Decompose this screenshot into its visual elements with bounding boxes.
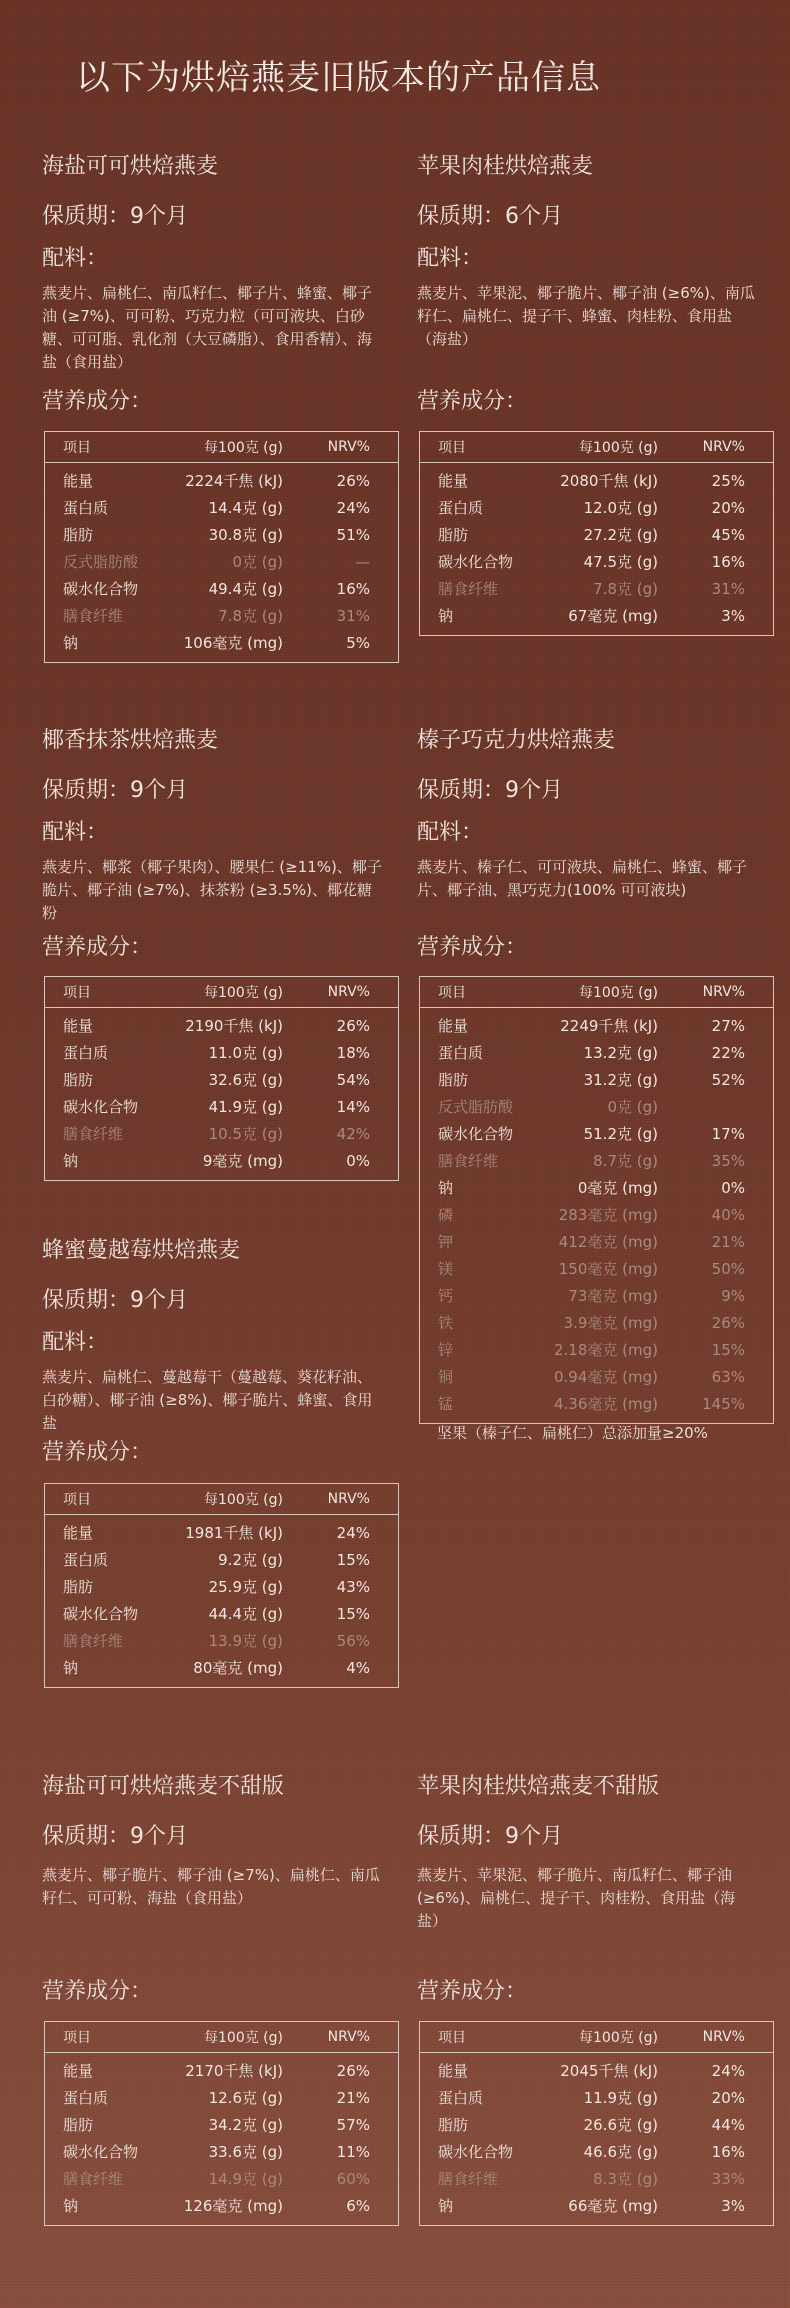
nutrient-name: 蛋白质 <box>438 2089 484 2107</box>
nutrient-value: 13.9克 (g) <box>208 1632 283 1650</box>
nutrition-row <box>420 602 774 636</box>
nutrition-row <box>420 1282 774 1309</box>
product-name: 海盐可可烘焙燕麦 <box>42 154 219 179</box>
nutrition-row <box>45 1066 399 1093</box>
nutrition-header-row <box>45 432 399 463</box>
nutrient-name: 能量 <box>63 1524 94 1542</box>
product-name: 椰香抹茶烘焙燕麦 <box>42 728 219 753</box>
nutrition-table <box>44 2021 399 2226</box>
nutrition-header-cell: 每100克 (g) <box>175 2022 283 2053</box>
nutrition-table <box>44 1483 399 1688</box>
nutrition-header-row <box>420 977 774 1008</box>
nutrient-nrv: 50% <box>711 1259 745 1278</box>
nutrition-header-cell: 项目 <box>420 977 551 1008</box>
nutrient-nrv: 54% <box>336 1070 370 1089</box>
nutrient-value: 1981千焦 (kJ) <box>185 1524 283 1542</box>
nutrient-name: 蛋白质 <box>63 1044 109 1062</box>
nutrient-value: 31.2克 (g) <box>583 1071 658 1089</box>
nutrient-name: 能量 <box>438 2062 469 2080</box>
nutrient-name: 钠 <box>438 607 454 625</box>
ingredients-label: 配料： <box>417 246 484 271</box>
nutrition-header-cell: 每100克 (g) <box>550 977 658 1008</box>
nutrient-nrv: 0% <box>346 1151 370 1170</box>
product-name: 榛子巧克力烘焙燕麦 <box>417 728 616 753</box>
nutrition-row <box>420 1255 774 1282</box>
nutrient-value: 150毫克 (mg) <box>558 1260 658 1278</box>
nutrient-nrv <box>658 1093 774 1120</box>
nutrition-row <box>45 2084 399 2111</box>
nutrition-header-cell: 项目 <box>420 432 551 463</box>
nutrition-header-cell: 每100克 (g) <box>175 432 283 463</box>
nutrition-header-cell: NRV% <box>658 977 774 1008</box>
nutrition-row <box>45 602 399 629</box>
nutrition-row <box>420 2084 774 2111</box>
nutrition-header-cell: 项目 <box>420 2022 551 2053</box>
ingredients-label: 配料： <box>417 820 484 845</box>
nutrition-header-cell: 项目 <box>45 2022 176 2053</box>
nutrient-value: 49.4克 (g) <box>208 580 283 598</box>
ingredients-text: 燕麦片、扁桃仁、南瓜籽仁、椰子片、蜂蜜、椰子油 (≥7%)、可可粉、巧克力粒（可可液块、白砂糖、可可脂、乳化剂（大豆磷脂）、食用香精）、海盐（食用盐） <box>42 284 373 371</box>
nutrition-row <box>45 1600 399 1627</box>
ingredients-text: 燕麦片、榛子仁、可可液块、扁桃仁、蜂蜜、椰子片、椰子油、黑巧克力(100% 可可液块) <box>417 858 748 899</box>
nutrient-name: 脂肪 <box>63 526 94 544</box>
nutrient-value: 11.0克 (g) <box>208 1044 283 1062</box>
nutrition-row <box>420 463 774 495</box>
nutrient-name: 磷 <box>438 1206 454 1224</box>
nutrient-name: 膳食纤维 <box>438 1152 499 1170</box>
nutrient-name: 能量 <box>63 1017 94 1035</box>
nutrition-row <box>420 494 774 521</box>
nutrient-name: 脂肪 <box>438 526 469 544</box>
nutrient-nrv: 15% <box>336 1604 370 1623</box>
nutrition-table <box>44 431 399 663</box>
nutrient-name: 钠 <box>63 2197 79 2215</box>
nutrient-name: 膳食纤维 <box>63 607 124 625</box>
nutrition-row <box>45 1093 399 1120</box>
nutrition-row <box>420 1093 774 1120</box>
shelf-life: 保质期：9个月 <box>42 204 188 229</box>
nutrient-nrv: 26% <box>336 471 370 490</box>
nutrient-nrv: 15% <box>336 1550 370 1569</box>
nutrition-row <box>420 548 774 575</box>
nutrition-table <box>419 431 774 636</box>
nutrition-row <box>420 2165 774 2192</box>
nutrition-header-cell: NRV% <box>283 2022 399 2053</box>
nutrient-name: 钾 <box>438 1233 454 1251</box>
nutrient-value: 46.6克 (g) <box>583 2143 658 2161</box>
nutrient-value: 11.9克 (g) <box>583 2089 658 2107</box>
nutrient-value: 9毫克 (mg) <box>202 1152 283 1170</box>
nutrition-header-cell: 每100克 (g) <box>550 432 658 463</box>
nutrient-name: 蛋白质 <box>438 1044 484 1062</box>
nutrition-header-cell: NRV% <box>658 2022 774 2053</box>
nutrition-row <box>420 2111 774 2138</box>
nutrient-nrv: 24% <box>336 1523 370 1542</box>
nutrient-value: 33.6克 (g) <box>208 2143 283 2161</box>
nutrient-value: 73毫克 (mg) <box>568 1287 658 1305</box>
nutrient-value: 106毫克 (mg) <box>183 634 283 652</box>
nutrient-name: 脂肪 <box>63 1071 94 1089</box>
nutrient-name: 膳食纤维 <box>438 580 499 598</box>
page-title: 以下为烘焙燕麦旧版本的产品信息 <box>76 58 601 98</box>
nutrition-row <box>420 1309 774 1336</box>
nutrient-name: 铜 <box>438 1368 454 1386</box>
nutrition-row <box>420 2053 774 2085</box>
shelf-life: 保质期：9个月 <box>42 1288 188 1313</box>
ingredients-text: 燕麦片、苹果泥、椰子脆片、椰子油 (≥6%)、南瓜籽仁、扁桃仁、提子干、蜂蜜、肉桂粉、食用盐（海盐） <box>417 284 755 348</box>
nutrient-value: 2190千焦 (kJ) <box>185 1017 283 1035</box>
nutrient-name: 膳食纤维 <box>63 2170 124 2188</box>
nutrition-row <box>45 1120 399 1147</box>
nutrient-nrv: 14% <box>336 1097 370 1116</box>
product-sea-salt-cocoa-unsweetened <box>42 1772 382 1910</box>
nutrition-label: 营养成分： <box>417 389 528 414</box>
nutrition-row <box>420 1228 774 1255</box>
nutrient-name: 蛋白质 <box>63 2089 109 2107</box>
nutrition-header-row <box>45 1484 399 1515</box>
nutrition-row <box>45 1627 399 1654</box>
nutrient-nrv: 33% <box>711 2169 745 2188</box>
nutrient-value: 41.9克 (g) <box>208 1098 283 1116</box>
shelf-life: 保质期：9个月 <box>417 778 563 803</box>
product-name: 蜂蜜蔓越莓烘焙燕麦 <box>42 1238 241 1263</box>
nutrient-name: 碳水化合物 <box>438 2143 514 2161</box>
nutrition-row <box>45 2165 399 2192</box>
nutrient-name: 钙 <box>438 1287 454 1305</box>
nutrient-value: 80毫克 (mg) <box>193 1659 283 1677</box>
nutrient-nrv: 0% <box>721 1178 745 1197</box>
nutrition-header-cell: 项目 <box>45 977 176 1008</box>
nutrient-nrv: 21% <box>336 2088 370 2107</box>
nutrient-nrv: 4% <box>346 1658 370 1677</box>
ingredients-text: 燕麦片、椰浆（椰子果肉）、腰果仁 (≥11%)、椰子脆片、椰子油 (≥7%)、抹茶粉 (≥3.5%)、椰花糖粉 <box>42 858 382 922</box>
nutrition-header-cell: 每100克 (g) <box>175 1484 283 1515</box>
nutrition-label: 营养成分： <box>42 389 153 414</box>
nutrient-nrv: 43% <box>336 1577 370 1596</box>
nutrition-row <box>420 1390 774 1424</box>
nutrient-value: 0.94毫克 (mg) <box>553 1368 658 1386</box>
nutrition-header-cell: 每100克 (g) <box>550 2022 658 2053</box>
nutrient-nrv: 26% <box>711 1313 745 1332</box>
nutrient-name: 脂肪 <box>438 2116 469 2134</box>
nutrient-nrv: 16% <box>711 2142 745 2161</box>
nutrient-nrv: 51% <box>336 525 370 544</box>
nutrient-nrv: 5% <box>346 633 370 652</box>
nutrient-name: 能量 <box>63 472 94 490</box>
nutrition-row <box>45 2192 399 2226</box>
nutrition-row <box>420 521 774 548</box>
nutrient-name: 碳水化合物 <box>63 1605 139 1623</box>
nutrition-row <box>420 2138 774 2165</box>
nutrition-header-cell: 项目 <box>45 432 176 463</box>
product-hazelnut-chocolate <box>417 726 757 902</box>
nutrition-row <box>45 1039 399 1066</box>
nutrition-row <box>45 2053 399 2085</box>
ingredients-label: 配料： <box>42 246 109 271</box>
nutrition-row <box>45 629 399 663</box>
nutrient-value: 47.5克 (g) <box>583 553 658 571</box>
nutrient-value: 34.2克 (g) <box>208 2116 283 2134</box>
nutrient-value: 2170千焦 (kJ) <box>185 2062 283 2080</box>
product-apple-cinnamon <box>417 152 757 351</box>
nutrition-row <box>420 2192 774 2226</box>
nutrient-name: 钠 <box>63 1152 79 1170</box>
nutrition-row <box>420 1363 774 1390</box>
nut-note: 坚果（榛子仁、扁桃仁）总添加量≥20% <box>437 1424 708 1442</box>
nutrient-nrv: 9% <box>721 1286 745 1305</box>
nutrition-label: 营养成分： <box>42 1979 153 2004</box>
nutrient-name: 碳水化合物 <box>63 1098 139 1116</box>
nutrient-value: 26.6克 (g) <box>583 2116 658 2134</box>
nutrient-value: 44.4克 (g) <box>208 1605 283 1623</box>
nutrient-nrv: 31% <box>336 606 370 625</box>
nutrient-name: 脂肪 <box>438 1071 469 1089</box>
nutrition-header-cell: NRV% <box>283 977 399 1008</box>
nutrient-value: 0克 (g) <box>607 1098 658 1116</box>
nutrient-value: 67毫克 (mg) <box>568 607 658 625</box>
nutrition-row <box>420 1336 774 1363</box>
nutrient-nrv: 24% <box>711 2061 745 2080</box>
nutrient-nrv: 63% <box>711 1367 745 1386</box>
nutrition-row <box>45 2111 399 2138</box>
nutrition-row <box>420 1039 774 1066</box>
product-honey-cranberry <box>42 1236 382 1435</box>
nutrient-nrv: 16% <box>336 579 370 598</box>
nutrient-nrv: 45% <box>711 525 745 544</box>
ingredients-label: 配料： <box>42 1330 109 1355</box>
nutrition-label: 营养成分： <box>417 1979 528 2004</box>
nutrient-name: 能量 <box>63 2062 94 2080</box>
nutrient-value: 4.36毫克 (mg) <box>553 1395 658 1413</box>
nutrient-nrv: 42% <box>336 1124 370 1143</box>
nutrition-row <box>420 575 774 602</box>
nutrient-value: 2.18毫克 (mg) <box>553 1341 658 1359</box>
nutrient-nrv: 20% <box>711 2088 745 2107</box>
nutrient-name: 膳食纤维 <box>63 1125 124 1143</box>
nutrient-name: 蛋白质 <box>438 499 484 517</box>
nutrient-name: 蛋白质 <box>63 1551 109 1569</box>
product-name: 海盐可可烘焙燕麦不甜版 <box>42 1774 285 1799</box>
nutrient-nrv: 40% <box>711 1205 745 1224</box>
nutrition-label: 营养成分： <box>42 1440 153 1465</box>
nutrient-value: 2045千焦 (kJ) <box>560 2062 658 2080</box>
ingredients-text: 燕麦片、苹果泥、椰子脆片、南瓜籽仁、椰子油 (≥6%)、扁桃仁、提子干、肉桂粉、食用盐（海盐） <box>417 1866 736 1930</box>
nutrient-name: 锰 <box>438 1395 454 1413</box>
nutrition-row <box>45 2138 399 2165</box>
nutrition-row <box>45 463 399 495</box>
nutrient-value: 14.4克 (g) <box>208 499 283 517</box>
nutrient-name: 碳水化合物 <box>63 580 139 598</box>
nutrient-nrv: 26% <box>336 2061 370 2080</box>
nutrient-nrv: 17% <box>711 1124 745 1143</box>
nutrient-nrv: 57% <box>336 2115 370 2134</box>
nutrient-name: 碳水化合物 <box>438 553 514 571</box>
nutrition-row <box>45 1008 399 1040</box>
nutrition-row <box>45 521 399 548</box>
nutrient-nrv: 25% <box>711 471 745 490</box>
nutrition-row <box>45 494 399 521</box>
nutrient-value: 12.6克 (g) <box>208 2089 283 2107</box>
nutrient-value: 283毫克 (mg) <box>558 1206 658 1224</box>
nutrition-row <box>45 1573 399 1600</box>
shelf-life: 保质期：6个月 <box>417 204 563 229</box>
nutrient-name: 锌 <box>438 1341 454 1359</box>
nutrient-value: 0毫克 (mg) <box>577 1179 658 1197</box>
ingredients-label: 配料： <box>42 820 109 845</box>
nutrient-value: 25.9克 (g) <box>208 1578 283 1596</box>
nutrient-nrv: 3% <box>721 2196 745 2215</box>
nutrition-header-row <box>420 2022 774 2053</box>
shelf-life: 保质期：9个月 <box>42 778 188 803</box>
nutrient-name: 能量 <box>438 1017 469 1035</box>
nutrient-nrv: 145% <box>702 1394 745 1413</box>
nutrition-header-cell: NRV% <box>658 432 774 463</box>
nutrition-row <box>45 575 399 602</box>
nutrient-nrv: 56% <box>336 1631 370 1650</box>
nutrient-nrv: 18% <box>336 1043 370 1062</box>
nutrient-value: 126毫克 (mg) <box>183 2197 283 2215</box>
nutrition-row <box>45 1147 399 1181</box>
nutrient-value: 13.2克 (g) <box>583 1044 658 1062</box>
nutrient-name: 钠 <box>63 1659 79 1677</box>
nutrient-value: 7.8克 (g) <box>218 607 283 625</box>
product-coconut-matcha <box>42 726 382 925</box>
nutrient-value: 14.9克 (g) <box>208 2170 283 2188</box>
nutrient-nrv: 35% <box>711 1151 745 1170</box>
nutrient-value: 8.7克 (g) <box>593 1152 658 1170</box>
nutrition-header-row <box>45 977 399 1008</box>
nutrition-row <box>420 1008 774 1040</box>
nutrition-row <box>420 1147 774 1174</box>
nutrition-row <box>45 1515 399 1547</box>
nutrient-nrv: 16% <box>711 552 745 571</box>
nutrition-row <box>45 1546 399 1573</box>
nutrient-name: 能量 <box>438 472 469 490</box>
nutrient-name: 脂肪 <box>63 1578 94 1596</box>
nutrient-nrv: 15% <box>711 1340 745 1359</box>
nutrition-header-cell: NRV% <box>283 1484 399 1515</box>
nutrient-name: 蛋白质 <box>63 499 109 517</box>
nutrition-label: 营养成分： <box>417 935 528 960</box>
product-apple-cinnamon-unsweetened <box>417 1772 757 1933</box>
nutrient-value: 27.2克 (g) <box>583 526 658 544</box>
nutrition-row <box>420 1120 774 1147</box>
nutrient-nrv: 27% <box>711 1016 745 1035</box>
nutrient-value: 2249千焦 (kJ) <box>560 1017 658 1035</box>
nutrient-nrv: 31% <box>711 579 745 598</box>
nutrient-nrv: 6% <box>346 2196 370 2215</box>
nutrition-header-row <box>45 2022 399 2053</box>
nutrient-value: 12.0克 (g) <box>583 499 658 517</box>
ingredients-text: 燕麦片、椰子脆片、椰子油 (≥7%)、扁桃仁、南瓜籽仁、可可粉、海盐（食用盐） <box>42 1866 380 1907</box>
nutrition-row <box>45 548 399 575</box>
nutrient-name: 反式脂肪酸 <box>63 553 139 571</box>
nutrition-header-cell: NRV% <box>283 432 399 463</box>
nutrient-name: 碳水化合物 <box>438 1125 514 1143</box>
nutrient-name: 钠 <box>438 2197 454 2215</box>
nutrition-row <box>420 1066 774 1093</box>
nutrient-name: 钠 <box>63 634 79 652</box>
product-name: 苹果肉桂烘焙燕麦 <box>417 154 594 179</box>
nutrient-name: 膳食纤维 <box>438 2170 499 2188</box>
nutrient-name: 膳食纤维 <box>63 1632 124 1650</box>
nutrient-name: 钠 <box>438 1179 454 1197</box>
nutrition-table <box>419 2021 774 2226</box>
nutrient-value: 51.2克 (g) <box>583 1125 658 1143</box>
nutrition-table <box>419 976 774 1424</box>
nutrient-nrv: 26% <box>336 1016 370 1035</box>
nutrient-nrv: 21% <box>711 1232 745 1251</box>
nutrient-nrv: 24% <box>336 498 370 517</box>
nutrient-nrv: — <box>355 552 370 571</box>
nutrient-name: 反式脂肪酸 <box>438 1098 514 1116</box>
nutrient-value: 8.3克 (g) <box>593 2170 658 2188</box>
nutrition-row <box>45 1654 399 1688</box>
nutrient-nrv: 52% <box>711 1070 745 1089</box>
nutrient-nrv: 3% <box>721 606 745 625</box>
nutrient-nrv: 11% <box>336 2142 370 2161</box>
nutrient-value: 10.5克 (g) <box>208 1125 283 1143</box>
nutrient-value: 30.8克 (g) <box>208 526 283 544</box>
nutrition-row <box>420 1174 774 1201</box>
shelf-life: 保质期：9个月 <box>42 1824 188 1849</box>
product-sea-salt-cocoa <box>42 152 382 374</box>
nutrient-value: 9.2克 (g) <box>218 1551 283 1569</box>
nutrition-header-cell: 每100克 (g) <box>175 977 283 1008</box>
nutrient-nrv: 44% <box>711 2115 745 2134</box>
nutrition-row <box>420 1201 774 1228</box>
nutrient-value: 7.8克 (g) <box>593 580 658 598</box>
nutrient-value: 2224千焦 (kJ) <box>185 472 283 490</box>
nutrient-value: 3.9毫克 (mg) <box>563 1314 658 1332</box>
nutrient-value: 66毫克 (mg) <box>568 2197 658 2215</box>
nutrient-value: 0克 (g) <box>232 553 283 571</box>
nutrition-table <box>44 976 399 1181</box>
nutrition-label: 营养成分： <box>42 935 153 960</box>
nutrition-header-cell: 项目 <box>45 1484 176 1515</box>
nutrient-name: 镁 <box>438 1260 454 1278</box>
product-name: 苹果肉桂烘焙燕麦不甜版 <box>417 1774 660 1799</box>
ingredients-text: 燕麦片、扁桃仁、蔓越莓干（蔓越莓、葵花籽油、白砂糖）、椰子油 (≥8%)、椰子脆片、蜂蜜、食用盐 <box>42 1368 373 1432</box>
nutrient-nrv: 60% <box>336 2169 370 2188</box>
nutrition-header-row <box>420 432 774 463</box>
nutrient-value: 32.6克 (g) <box>208 1071 283 1089</box>
nutrient-value: 2080千焦 (kJ) <box>560 472 658 490</box>
nutrient-nrv: 22% <box>711 1043 745 1062</box>
nutrient-value: 412毫克 (mg) <box>558 1233 658 1251</box>
nutrient-nrv: 20% <box>711 498 745 517</box>
shelf-life: 保质期：9个月 <box>417 1824 563 1849</box>
nutrient-name: 碳水化合物 <box>63 2143 139 2161</box>
nutrient-name: 铁 <box>438 1314 454 1332</box>
nutrient-name: 脂肪 <box>63 2116 94 2134</box>
